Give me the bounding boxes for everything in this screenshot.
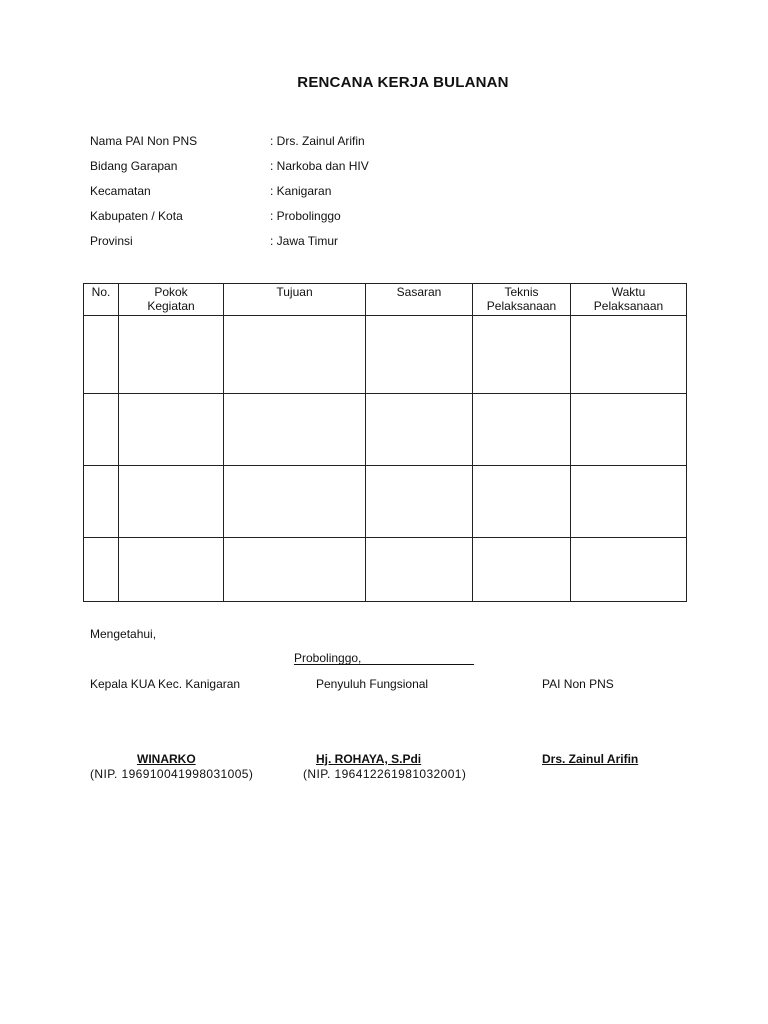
header-line: Pokok [154, 285, 188, 299]
table-cell[interactable] [366, 466, 473, 538]
header-line: Kegiatan [147, 299, 195, 313]
info-value: : Drs. Zainul Arifin [270, 134, 365, 148]
place-date-label: Probolinggo, [294, 651, 362, 665]
role-functional: Penyuluh Fungsional [316, 677, 429, 691]
table-cell[interactable] [119, 466, 224, 538]
role-pai: PAI Non PNS [542, 677, 614, 691]
table-cell[interactable] [84, 394, 119, 466]
info-value: : Jawa Timur [270, 234, 339, 248]
table-cell[interactable] [571, 538, 687, 602]
name-kua-head: WINARKO [137, 752, 196, 766]
header-line: Pelaksanaan [486, 299, 557, 313]
header-line: Pelaksanaan [593, 299, 664, 313]
date-blank-line[interactable] [294, 649, 474, 665]
work-plan-table [83, 283, 687, 602]
role-kua-head: Kepala KUA Kec. Kanigaran [90, 677, 241, 691]
table-row [84, 316, 687, 394]
header-line: Sasaran [396, 285, 442, 299]
table-cell[interactable] [473, 316, 571, 394]
table-cell[interactable] [571, 316, 687, 394]
header-line: Tujuan [276, 285, 313, 299]
table-cell[interactable] [366, 394, 473, 466]
info-label: Kecamatan [90, 184, 151, 198]
table-cell[interactable] [119, 394, 224, 466]
table-cell[interactable] [84, 466, 119, 538]
table-cell[interactable] [473, 538, 571, 602]
table-cell[interactable] [119, 538, 224, 602]
table-cell[interactable] [84, 538, 119, 602]
header-objective [224, 284, 366, 316]
info-label: Kabupaten / Kota [90, 209, 183, 223]
acknowledge-text: Mengetahui, [90, 627, 157, 641]
header-main-activity [119, 284, 224, 316]
table-cell[interactable] [571, 394, 687, 466]
table-cell[interactable] [224, 466, 366, 538]
table-cell[interactable] [366, 316, 473, 394]
table-cell[interactable] [224, 316, 366, 394]
info-label: Nama PAI Non PNS [90, 134, 198, 148]
table-cell[interactable] [84, 316, 119, 394]
info-value: : Narkoba dan HIV [270, 159, 369, 173]
nip-kua-head: (NIP. 196910041998031005) [90, 767, 254, 781]
header-no [84, 284, 119, 316]
table-cell[interactable] [224, 394, 366, 466]
document-title: RENCANA KERJA BULANAN [297, 74, 509, 91]
header-line: No. [91, 285, 111, 299]
table-cell[interactable] [473, 394, 571, 466]
table-cell[interactable] [224, 538, 366, 602]
info-label: Bidang Garapan [90, 159, 178, 173]
table-header-row [84, 284, 687, 316]
table-row [84, 538, 687, 602]
name-functional: Hj. ROHAYA, S.Pdi [316, 752, 422, 766]
header-target [366, 284, 473, 316]
table-cell[interactable] [473, 466, 571, 538]
header-technique [473, 284, 571, 316]
info-value: : Probolinggo [270, 209, 341, 223]
header-line: Waktu [611, 285, 646, 299]
table-row [84, 466, 687, 538]
info-label: Provinsi [90, 234, 133, 248]
table-cell[interactable] [119, 316, 224, 394]
header-time [571, 284, 687, 316]
table-cell[interactable] [366, 538, 473, 602]
name-pai: Drs. Zainul Arifin [542, 752, 639, 766]
table-row [84, 394, 687, 466]
info-value: : Kanigaran [270, 184, 332, 198]
nip-functional: (NIP. 196412261981032001) [303, 767, 467, 781]
table-cell[interactable] [571, 466, 687, 538]
header-line: Teknis [504, 285, 539, 299]
